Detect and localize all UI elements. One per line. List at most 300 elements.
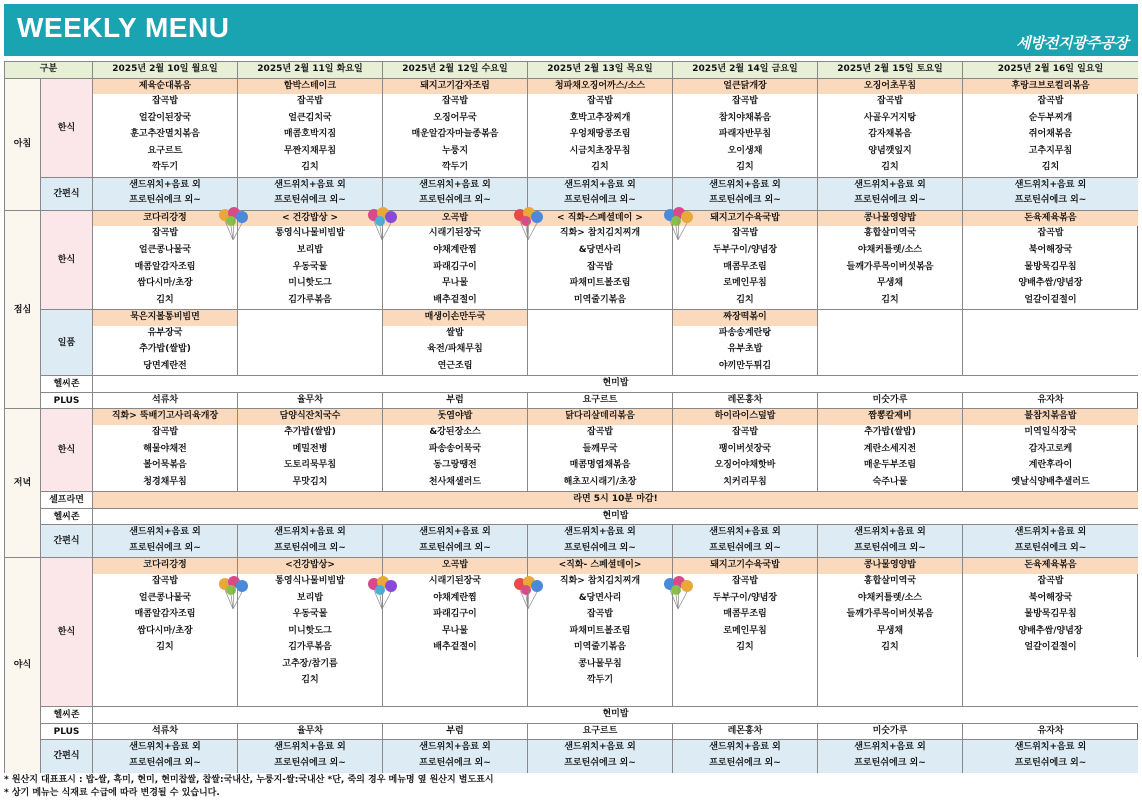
main-dish: <직화- 스페셜데이> <box>527 557 672 574</box>
empty-cell <box>817 359 962 376</box>
sub-label: 한식 <box>40 557 92 706</box>
menu-item: 들깨무국 <box>527 442 672 459</box>
menu-item: 계란후라이 <box>962 458 1138 475</box>
snack-item: 샌드위치+음료 외 <box>237 739 382 756</box>
plus-item: 석류차 <box>92 723 237 740</box>
menu-item: 계란소세지전 <box>817 442 962 459</box>
menu-item: 잡곡밥 <box>962 226 1138 243</box>
menu-item: 매콤무조림 <box>672 260 817 277</box>
menu-item: 요구르트 <box>92 144 237 161</box>
menu-item: 동그랑땡전 <box>382 458 527 475</box>
menu-item: 당면계란전 <box>92 359 237 376</box>
empty-cell <box>962 673 1138 690</box>
day-header: 2025년 2월 10일 월요일 <box>92 61 237 78</box>
empty-cell <box>237 359 382 376</box>
menu-item: 매콤알감자조림 <box>92 607 237 624</box>
snack-item: 샌드위치+음료 외 <box>672 739 817 756</box>
empty-cell <box>382 673 527 690</box>
menu-item: 양배추쌈/양념장 <box>962 276 1138 293</box>
menu-item: 매콤무조림 <box>672 607 817 624</box>
menu-item: &강된장소스 <box>382 425 527 442</box>
menu-item: 김치 <box>817 160 962 177</box>
snack-item: 샌드위치+음료 외 <box>672 177 817 194</box>
menu-item: 얼갈이겉절이 <box>962 293 1138 310</box>
menu-item: 훈고추잔멸치볶음 <box>92 127 237 144</box>
menu-item: 우동국물 <box>237 260 382 277</box>
menu-item: 김치 <box>672 640 817 657</box>
snack-item: 샌드위치+음료 외 <box>962 739 1138 756</box>
menu-item: 잡곡밥 <box>672 574 817 591</box>
plus-item: 석류차 <box>92 392 237 409</box>
snack-item: 샌드위치+음료 외 <box>237 524 382 541</box>
menu-item: 양배추쌈/양념장 <box>962 624 1138 641</box>
menu-item: 김치 <box>672 160 817 177</box>
sub-label: 간편식 <box>40 524 92 557</box>
menu-item: 쌀밥 <box>382 326 527 343</box>
menu-item: 파채미트볼조림 <box>527 276 672 293</box>
snack-item: 프로틴쉬에크 외~ <box>817 193 962 210</box>
menu-item: 보리밥 <box>237 591 382 608</box>
empty-cell <box>817 690 962 707</box>
menu-item: 파송송어묵국 <box>382 442 527 459</box>
main-dish: 돈육제육볶음 <box>962 557 1138 574</box>
main-dish: 오징어초무침 <box>817 78 962 95</box>
day-header: 2025년 2월 15일 토요일 <box>817 61 962 78</box>
main-dish: 돼지고기감자조림 <box>382 78 527 95</box>
balloon-icon <box>364 575 400 611</box>
main-dish: 매생이손만두국 <box>382 309 527 326</box>
menu-item: 야채커틀렛/소스 <box>817 591 962 608</box>
menu-item: 잡곡밥 <box>237 94 382 111</box>
menu-item: 숙주나물 <box>817 475 962 492</box>
snack-item: 샌드위치+음료 외 <box>382 177 527 194</box>
menu-item: 홍합살미역국 <box>817 574 962 591</box>
menu-item: 추가밥(쌀밥) <box>237 425 382 442</box>
menu-item: 파래김구이 <box>382 260 527 277</box>
day-header: 2025년 2월 11일 화요일 <box>237 61 382 78</box>
main-dish: 제육순대볶음 <box>92 78 237 95</box>
sub-label: 한식 <box>40 408 92 491</box>
main-dish: < 직화-스페셜데이 > <box>527 210 672 227</box>
sub-label: 헬씨존 <box>40 375 92 392</box>
menu-item: 무나물 <box>382 276 527 293</box>
menu-item: 얼큰콩나물국 <box>92 591 237 608</box>
menu-item: 김치 <box>237 673 382 690</box>
empty-cell <box>672 690 817 707</box>
sub-label: 일품 <box>40 309 92 375</box>
meal-label-breakfast: 아침 <box>4 78 40 210</box>
empty-cell <box>382 690 527 707</box>
menu-item: 홍합살미역국 <box>817 226 962 243</box>
snack-item: 프로틴쉬에크 외~ <box>817 541 962 558</box>
menu-item: 감자고로케 <box>962 442 1138 459</box>
menu-item: 잡곡밥 <box>672 94 817 111</box>
snack-item: 프로틴쉬에크 외~ <box>92 756 237 773</box>
menu-item: 잡곡밥 <box>92 94 237 111</box>
empty-cell <box>92 690 237 707</box>
menu-item: 양념깻잎지 <box>817 144 962 161</box>
empty-cell <box>817 673 962 690</box>
menu-item: 잡곡밥 <box>382 94 527 111</box>
balloon-icon <box>215 206 251 242</box>
menu-item: 무생채 <box>817 624 962 641</box>
footnotes <box>4 774 494 800</box>
menu-item: 감자채볶음 <box>817 127 962 144</box>
snack-item: 샌드위치+음료 외 <box>672 524 817 541</box>
menu-item: 쌈다시마/초장 <box>92 624 237 641</box>
menu-item: 잡곡밥 <box>527 425 672 442</box>
page-title: WEEKLY MENU <box>17 12 230 43</box>
menu-item: 매운알감자마늘종볶음 <box>382 127 527 144</box>
menu-item: 미역일식장국 <box>962 425 1138 442</box>
menu-item: 사골우거지탕 <box>817 111 962 128</box>
snack-item: 샌드위치+음료 외 <box>962 177 1138 194</box>
menu-item: 김치 <box>817 293 962 310</box>
snack-item: 프로틴쉬에크 외~ <box>92 541 237 558</box>
main-dish: 돼지고기수육국밥 <box>672 557 817 574</box>
main-dish: 청파채오징어까스/소스 <box>527 78 672 95</box>
empty-cell <box>962 309 1138 326</box>
menu-item: 야채계란찜 <box>382 243 527 260</box>
menu-item: 파래자반무침 <box>672 127 817 144</box>
menu-item: 무나물 <box>382 624 527 641</box>
menu-item: 콩나물무침 <box>527 657 672 674</box>
menu-item: 매콤명엽채볶음 <box>527 458 672 475</box>
menu-item: 김치 <box>672 293 817 310</box>
snack-item: 샌드위치+음료 외 <box>527 177 672 194</box>
plus-item: 레몬홍차 <box>672 723 817 740</box>
menu-item: 미역줄기볶음 <box>527 640 672 657</box>
menu-item: 잡곡밥 <box>527 607 672 624</box>
empty-cell <box>962 690 1138 707</box>
snack-item: 프로틴쉬에크 외~ <box>672 193 817 210</box>
brand-logo: 세방전지광주공장 <box>1016 34 1128 52</box>
snack-item: 샌드위치+음료 외 <box>962 524 1138 541</box>
menu-item: 쌈다시마/초장 <box>92 276 237 293</box>
menu-item: 순두부찌개 <box>962 111 1138 128</box>
menu-item: 매콤알감자조림 <box>92 260 237 277</box>
menu-item: 야끼만두튀김 <box>672 359 817 376</box>
menu-item: 얼갈이겉절이 <box>962 640 1138 657</box>
health-zone-item: 현미밥 <box>92 508 1138 525</box>
menu-item: 파채미트볼조림 <box>527 624 672 641</box>
plus-item: 유자차 <box>962 392 1138 409</box>
empty-cell <box>237 309 382 326</box>
menu-item: 호박고추장찌개 <box>527 111 672 128</box>
snack-item: 프로틴쉬에크 외~ <box>672 541 817 558</box>
empty-cell <box>527 690 672 707</box>
menu-item: 볼어묵볶음 <box>92 458 237 475</box>
menu-item: 들깨가루목이버섯볶음 <box>817 260 962 277</box>
menu-item: 로메인무침 <box>672 276 817 293</box>
snack-item: 프로틴쉬에크 외~ <box>962 756 1138 773</box>
plus-item: 요구르트 <box>527 723 672 740</box>
balloon-icon <box>510 575 546 611</box>
snack-item: 프로틴쉬에크 외~ <box>237 756 382 773</box>
main-dish: < 건강밥상 > <box>237 210 382 227</box>
menu-item: 무생채 <box>817 276 962 293</box>
menu-item: 잡곡밥 <box>962 94 1138 111</box>
empty-cell <box>92 673 237 690</box>
plus-item: 미숫가루 <box>817 723 962 740</box>
snack-item: 샌드위치+음료 외 <box>92 524 237 541</box>
plus-item: 율무차 <box>237 723 382 740</box>
snack-item: 샌드위치+음료 외 <box>92 739 237 756</box>
empty-cell <box>672 673 817 690</box>
menu-item: 고추장/참기름 <box>237 657 382 674</box>
main-dish: 직화> 뚝배기고사리육개장 <box>92 408 237 425</box>
menu-item: 직화> 참치김치찌개 <box>527 226 672 243</box>
sub-label: 헬씨존 <box>40 706 92 723</box>
menu-item: 해물야채전 <box>92 442 237 459</box>
main-dish: 돼지고기수육국밥 <box>672 210 817 227</box>
balloon-icon <box>215 575 251 611</box>
snack-item: 프로틴쉬에크 외~ <box>527 193 672 210</box>
menu-item: 두부구이/양념장 <box>672 243 817 260</box>
empty-cell <box>527 326 672 343</box>
menu-item: 김가루볶음 <box>237 293 382 310</box>
snack-item: 샌드위치+음료 외 <box>817 177 962 194</box>
meal-label-lunch: 점심 <box>4 210 40 409</box>
menu-item: 잡곡밥 <box>672 425 817 442</box>
main-dish: 코다리강정 <box>92 557 237 574</box>
menu-item: 잡곡밥 <box>672 226 817 243</box>
menu-item: 들깨가루목이버섯볶음 <box>817 607 962 624</box>
plus-item: 레몬홍차 <box>672 392 817 409</box>
menu-item: 추가밥(쌀밥) <box>817 425 962 442</box>
snack-item: 샌드위치+음료 외 <box>382 739 527 756</box>
snack-item: 샌드위치+음료 외 <box>237 177 382 194</box>
balloon-icon <box>364 206 400 242</box>
menu-item: 시래기된장국 <box>382 574 527 591</box>
menu-item: 미니핫도그 <box>237 624 382 641</box>
snack-item: 프로틴쉬에크 외~ <box>962 541 1138 558</box>
snack-item: 프로틴쉬에크 외~ <box>237 193 382 210</box>
main-dish: 불참치볶음밥 <box>962 408 1138 425</box>
snack-item: 샌드위치+음료 외 <box>382 524 527 541</box>
day-header: 2025년 2월 12일 수요일 <box>382 61 527 78</box>
main-dish: 담양식잔치국수 <box>237 408 382 425</box>
snack-item: 프로틴쉬에크 외~ <box>382 193 527 210</box>
empty-cell <box>92 657 237 674</box>
day-header: 2025년 2월 14일 금요일 <box>672 61 817 78</box>
snack-item: 프로틴쉬에크 외~ <box>237 541 382 558</box>
menu-item: 잡곡밥 <box>527 94 672 111</box>
corner-header: 구분 <box>4 61 92 78</box>
menu-item: 북어해장국 <box>962 591 1138 608</box>
empty-cell <box>527 342 672 359</box>
meal-label-dinner: 저녁 <box>4 408 40 557</box>
menu-item: 옛날식양배추샐러드 <box>962 475 1138 492</box>
menu-item: 우동국물 <box>237 607 382 624</box>
header-banner <box>4 4 1138 56</box>
main-dish: 오곡밥 <box>382 557 527 574</box>
main-dish: <건강밥상> <box>237 557 382 574</box>
menu-item: 추가밥(쌀밥) <box>92 342 237 359</box>
menu-item: 물방묵김무침 <box>962 260 1138 277</box>
self-ramen-notice: 라면 5시 10분 마감! <box>92 491 1138 508</box>
snack-item: 샌드위치+음료 외 <box>817 739 962 756</box>
sub-label: PLUS <box>40 392 92 409</box>
menu-item: 잡곡밥 <box>527 260 672 277</box>
sub-label: 간편식 <box>40 177 92 210</box>
sub-label: 헬씨존 <box>40 508 92 525</box>
plus-item: 미숫가루 <box>817 392 962 409</box>
menu-item: 김치 <box>92 640 237 657</box>
menu-item: 매운두부조림 <box>817 458 962 475</box>
plus-item: 요구르트 <box>527 392 672 409</box>
empty-cell <box>962 342 1138 359</box>
main-dish: 콩나물영양밥 <box>817 557 962 574</box>
menu-item: 직화> 참치김치찌개 <box>527 574 672 591</box>
snack-item: 샌드위치+음료 외 <box>817 524 962 541</box>
menu-item: 도토리묵무침 <box>237 458 382 475</box>
empty-cell <box>817 342 962 359</box>
menu-item: 고추지무침 <box>962 144 1138 161</box>
meal-label-late: 야식 <box>4 557 40 772</box>
main-dish: 후랑크브로컬리볶음 <box>962 78 1138 95</box>
day-header: 2025년 2월 13일 목요일 <box>527 61 672 78</box>
menu-item: 오이생채 <box>672 144 817 161</box>
menu-item: 김치 <box>962 160 1138 177</box>
menu-item: 팽이버섯장국 <box>672 442 817 459</box>
menu-item: 파송송계란탕 <box>672 326 817 343</box>
menu-item: 물방묵김무침 <box>962 607 1138 624</box>
menu-item: 천사채샐러드 <box>382 475 527 492</box>
menu-item: 참치야채볶음 <box>672 111 817 128</box>
plus-item: 부럼 <box>382 392 527 409</box>
snack-item: 프로틴쉬에크 외~ <box>962 193 1138 210</box>
empty-cell <box>962 657 1138 674</box>
main-dish: 돗염야밥 <box>382 408 527 425</box>
menu-item: 잡곡밥 <box>92 226 237 243</box>
menu-item: 유부초밥 <box>672 342 817 359</box>
day-header: 2025년 2월 16일 일요일 <box>962 61 1138 78</box>
menu-item: 얼갈이된장국 <box>92 111 237 128</box>
menu-item: 김치 <box>527 160 672 177</box>
empty-cell <box>382 657 527 674</box>
empty-cell <box>817 309 962 326</box>
menu-item: 무맛김치 <box>237 475 382 492</box>
menu-item: 김치 <box>817 640 962 657</box>
snack-item: 프로틴쉬에크 외~ <box>817 756 962 773</box>
balloon-icon <box>660 575 696 611</box>
menu-item: 연근조림 <box>382 359 527 376</box>
snack-item: 샌드위치+음료 외 <box>527 524 672 541</box>
snack-item: 프로틴쉬에크 외~ <box>527 756 672 773</box>
menu-item: 얼큰김치국 <box>237 111 382 128</box>
menu-item: 시래기된장국 <box>382 226 527 243</box>
balloon-icon <box>660 206 696 242</box>
empty-cell <box>817 326 962 343</box>
main-dish: 코다리강정 <box>92 210 237 227</box>
menu-item: 파래김구이 <box>382 607 527 624</box>
main-dish: 닭다리살데리볶음 <box>527 408 672 425</box>
menu-item: 북어해장국 <box>962 243 1138 260</box>
menu-item: 오징어야채핫바 <box>672 458 817 475</box>
snack-item: 프로틴쉬에크 외~ <box>527 541 672 558</box>
menu-item: 매콤호박지짐 <box>237 127 382 144</box>
main-dish: 함박스테이크 <box>237 78 382 95</box>
main-dish: 하이라이스덮밥 <box>672 408 817 425</box>
empty-cell <box>962 359 1138 376</box>
menu-item: 쥐어채볶음 <box>962 127 1138 144</box>
sub-label: 간편식 <box>40 739 92 772</box>
main-dish: 콩나물영양밥 <box>817 210 962 227</box>
empty-cell <box>527 309 672 326</box>
menu-item: 잡곡밥 <box>962 574 1138 591</box>
menu-item: &당면사리 <box>527 243 672 260</box>
health-zone-item: 현미밥 <box>92 706 1138 723</box>
main-dish: 얼큰닭개장 <box>672 78 817 95</box>
menu-item: 우엉채땅콩조림 <box>527 127 672 144</box>
menu-item: 잡곡밥 <box>92 574 237 591</box>
menu-item: 유부장국 <box>92 326 237 343</box>
main-dish: 오곡밥 <box>382 210 527 227</box>
menu-item: 야채계란찜 <box>382 591 527 608</box>
menu-item: 야채커틀렛/소스 <box>817 243 962 260</box>
menu-item: 얼큰콩나물국 <box>92 243 237 260</box>
menu-item: 육전/파채무침 <box>382 342 527 359</box>
menu-item: 메밀전병 <box>237 442 382 459</box>
footnote-change: * 상기 메뉴는 식재료 수급에 따라 변경될 수 있습니다. <box>4 788 220 798</box>
snack-item: 프로틴쉬에크 외~ <box>382 756 527 773</box>
empty-cell <box>962 326 1138 343</box>
empty-cell <box>237 690 382 707</box>
menu-item: 시금치초장무침 <box>527 144 672 161</box>
sub-label: 셀프라면 <box>40 491 92 508</box>
menu-item: 보리밥 <box>237 243 382 260</box>
menu-item: 무짠지채무침 <box>237 144 382 161</box>
snack-item: 샌드위치+음료 외 <box>92 177 237 194</box>
empty-cell <box>527 359 672 376</box>
menu-item: 해초꼬시래기/초장 <box>527 475 672 492</box>
health-zone-item: 현미밥 <box>92 375 1138 392</box>
empty-cell <box>237 342 382 359</box>
empty-cell <box>237 326 382 343</box>
menu-item: 배추겉절이 <box>382 640 527 657</box>
menu-item: &당면사리 <box>527 591 672 608</box>
main-dish: 짬뽕칼제비 <box>817 408 962 425</box>
snack-item: 샌드위치+음료 외 <box>527 739 672 756</box>
menu-item: 잡곡밥 <box>92 425 237 442</box>
menu-item: 누룽지 <box>382 144 527 161</box>
menu-item: 청경채무침 <box>92 475 237 492</box>
empty-cell <box>672 657 817 674</box>
plus-item: 유자차 <box>962 723 1138 740</box>
empty-cell <box>817 657 962 674</box>
footnote-origin: * 원산지 대표표시 : 밥-쌀, 흑미, 현미, 현미찹쌀, 찹쌀:국내산, 누룽지-쌀:국내산 *단, 죽의 경우 메뉴명 옆 원산지 별도표시 <box>4 775 494 785</box>
main-dish: 짜장떡볶이 <box>672 309 817 326</box>
menu-item: 잡곡밥 <box>817 94 962 111</box>
sub-label: 한식 <box>40 210 92 309</box>
main-dish: 돈육제육볶음 <box>962 210 1138 227</box>
menu-item: 김가루볶음 <box>237 640 382 657</box>
menu-item: 미니핫도그 <box>237 276 382 293</box>
menu-item: 로메인무침 <box>672 624 817 641</box>
menu-item: 김치 <box>237 160 382 177</box>
menu-item: 깍두기 <box>527 673 672 690</box>
menu-item: 미역줄기볶음 <box>527 293 672 310</box>
snack-item: 프로틴쉬에크 외~ <box>672 756 817 773</box>
menu-item: 깍두기 <box>382 160 527 177</box>
plus-item: 율무차 <box>237 392 382 409</box>
menu-item: 통영식나물비빔밥 <box>237 574 382 591</box>
menu-item: 김치 <box>92 293 237 310</box>
menu-item: 통영식나물비빔밥 <box>237 226 382 243</box>
snack-item: 프로틴쉬에크 외~ <box>92 193 237 210</box>
menu-item: 배추겉절이 <box>382 293 527 310</box>
